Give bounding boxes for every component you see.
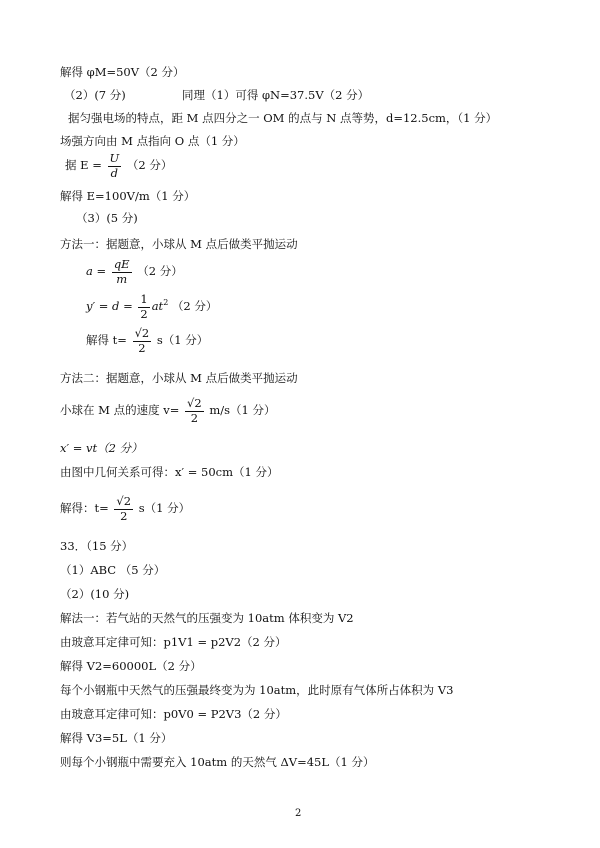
formula-lhs: 小球在 M 点的速度 v= [60,403,180,417]
formula-acceleration [86,258,183,285]
solution-one-heading: 解法一：若气站的天然气的压强变为 10atm 体积变为 V2 [60,611,354,625]
score: m/s（1 分） [209,403,276,417]
formula-time-method-two [60,494,190,522]
line-geometry: 由图中几何关系可得：x′ = 50cm（1 分） [60,465,279,479]
line-delta-v: 则每个小钢瓶中需要充入 10atm 的天然气 ΔV=45L（1 分） [60,755,375,769]
page-number: 2 [295,808,302,819]
line-field-direction: 场强方向由 M 点指向 O 点（1 分） [60,134,245,148]
formula-lhs: 据 E = [65,158,102,172]
formula-velocity [60,396,276,424]
part-3-heading: （3）(5 分) [76,211,138,225]
boyle-law-1: 由玻意耳定律可知：p1V1 = p2V2（2 分） [60,635,287,649]
score: （2 分） [171,299,218,313]
fraction: $\frac{√2}{2}$ [134,326,150,355]
fraction: $\frac{U}{d}$ [109,151,120,180]
line-v3-result: 解得 V3=5L（1 分） [60,731,173,745]
formula-x-vt: x′ = vt（2 分） [60,441,143,455]
formula-lhs: a = [86,264,107,278]
fraction: $\frac{√2}{2}$ [116,494,132,523]
formula-e-u-d [65,152,172,179]
question-33-heading: 33．（15 分） [60,539,134,553]
line-v3-definition: 每个小钢瓶中天然气的压强最终变为为 10atm，此时原有气体所占体积为 V3 [60,683,454,697]
formula-time-method-one [86,326,208,354]
part-2-heading: （2）(7 分) [64,88,126,102]
question-33-part-1: （1）ABC （5 分） [60,563,166,577]
formula-lhs: y′ = d = [86,299,133,313]
formula-term: at [151,299,164,313]
fraction: $\frac{qE}{m}$ [113,257,130,286]
fraction: $\frac{√2}{2}$ [187,396,202,425]
line-v2-result: 解得 V2=60000L（2 分） [60,659,202,673]
line-phi-m: 解得 φM=50V（2 分） [60,65,185,79]
score: （2 分） [126,158,173,172]
line-equipotential: 据匀强电场的特点，距 M 点四分之一 OM 的点与 N 点等势，d=12.5cm，（1 分） [68,111,498,125]
fraction: $\frac{1}{2}$ [140,292,148,321]
formula-lhs: 解得 t= [86,333,127,347]
formula-lhs: 解得：t= [60,501,109,515]
boyle-law-2: 由玻意耳定律可知：p0V0 = P2V3（2 分） [60,707,287,721]
score: s（1 分） [156,333,209,347]
line-e-result: 解得 E=100V/m（1 分） [60,189,196,203]
line-phi-n: 同理（1）可得 φN=37.5V（2 分） [182,88,370,102]
formula-displacement [86,290,217,320]
method-one-heading: 方法一：据题意，小球从 M 点后做类平抛运动 [60,237,298,251]
exponent: 2 [163,298,169,307]
question-33-part-2: （2）(10 分) [60,587,130,601]
score: （2 分） [137,264,183,278]
score: s（1 分） [138,501,191,515]
method-two-heading: 方法二：据题意，小球从 M 点后做类平抛运动 [60,371,298,385]
